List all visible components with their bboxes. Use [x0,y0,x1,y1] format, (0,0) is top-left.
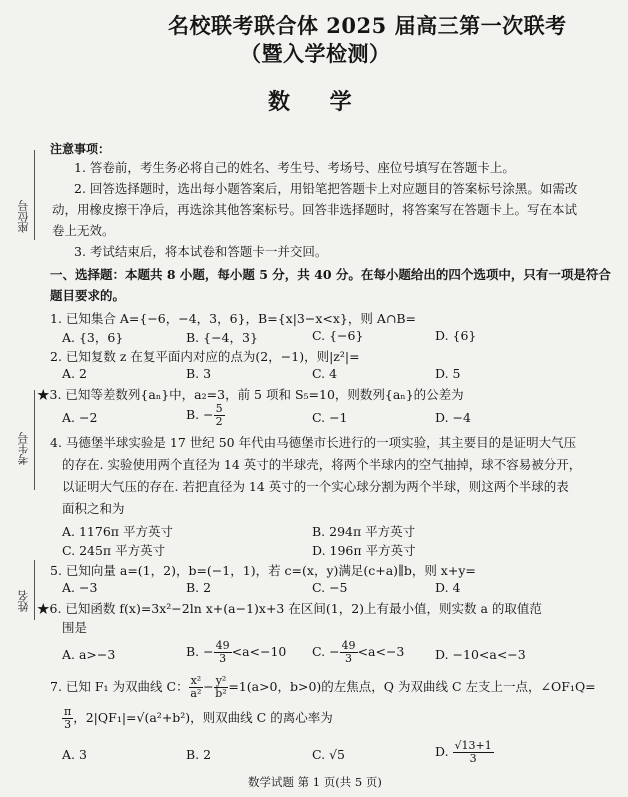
question-4-line2: 的存在. 实验使用两个直径为 14 英寸的半球壳，将两个半球内的空气抽掉，球不容易被分开， [62,457,582,472]
seat-number-label: 座位号 [17,200,30,233]
question-3-stem [37,385,464,403]
fraction: $\frac{5}{2}$ [215,402,223,428]
question-4-option-b: B. 294π 平方英寸 [312,524,416,539]
question-2-option-b: B. 3 [186,366,212,381]
question-1-option-a: A. {3，6} [62,330,124,345]
exam-content [37,0,616,797]
question-1-option-b: B. {−4，3} [186,330,258,345]
question-6-option-c: C. − $\frac{49}{3}$ <a<−3 [312,639,405,665]
question-6-text: 6. 已知函数 f(x)=3x²−2ln x+(a−1)x+3 在区间(1，2)上有最小值，则实数 a 的取值范 [49,601,542,616]
question-7-stem: 7. 已知 F₁ 为双曲线 C： $\frac{\text{x²}}{\text{a²}}$ − $\frac{\text{y²}}{\text{b²}}$ =1(a>0，b>0)的左焦点，Q 为双曲线 C 左支上一点，∠OF₁Q= [50,674,596,700]
notice-item-2: 2. 回答选择题时，选出每小题答案后，用铅笔把答题卡上对应题目的答案标号涂黑。如需改 [74,181,578,196]
question-4-line4: 面积之和为 [62,501,125,516]
question-3-text: 3. 已知等差数列{aₙ}中，a₂=3，前 5 项和 S₅=10，则数列{aₙ}的公差为 [49,387,464,402]
question-3-option-a: A. −2 [62,410,98,425]
exam-number-label: 考生号 [17,432,30,465]
name-label: 姓名 [17,590,30,612]
question-2-option-c: C. 4 [312,366,338,381]
notice-item-2-end: 卷上无效。 [52,223,115,238]
exam-subtitle: （暨入学检测） [240,41,391,66]
question-3-option-d: D. −4 [435,410,471,425]
question-7-option-c: C. √5 [312,747,345,762]
question-7-stem-cont: $\frac{\pi}{3}$ ，2|QF₁|=√(a²+b²)，则双曲线 C 的离心率为 [64,705,333,731]
notice-item-1: 1. 答卷前，考生务必将自己的姓名、考生号、考场号、座位号填写在答题卡上。 [74,160,515,175]
question-7-option-a: A. 3 [62,747,87,762]
question-6-option-a: A. a>−3 [62,647,116,662]
question-6-option-b: B. − $\frac{49}{3}$ <a<−10 [186,639,287,665]
star-icon: ★ [37,387,50,402]
seat-number-line [34,150,35,240]
question-3-option-c: C. −1 [312,410,348,425]
fraction: $\frac{49}{3}$ [215,639,230,665]
question-1-option-d: D. {6} [435,328,477,343]
section-heading-line1: 一、选择题：本题共 8 小题，每小题 5 分，共 40 分。在每小题给出的四个选项中，只有一项是符合 [50,267,611,282]
question-7-option-d: D. $\frac{√13+1}{3}$ [435,739,492,765]
question-5-option-c: C. −5 [312,580,348,595]
question-1-option-c: C. {−6} [312,328,364,343]
exam-title: 名校联考联合体 2025 届高三第一次联考 [168,13,567,38]
name-line [34,560,35,620]
fraction: $\frac{\text{y²}}{\text{b²}}$ [215,674,227,700]
question-4-line1: 4. 马德堡半球实验是 17 世纪 50 年代由马德堡市长进行的一项实验，其主要目的是证明大气压 [50,435,577,450]
notice-heading: 注意事项： [50,142,111,156]
fraction: $\frac{√13+1}{3}$ [454,739,492,765]
fraction: $\frac{\pi}{3}$ [64,705,72,731]
star-icon: ★ [37,601,50,616]
subject-title: 数 学 [268,89,368,115]
question-5-option-a: A. −3 [62,580,98,595]
question-4-option-d: D. 196π 平方英寸 [312,543,416,558]
question-4-line3: 以证明大气压的存在. 若把直径为 14 英寸的一个实心球分割为两个半球，则这两个半球的表 [62,479,569,494]
question-6-stem [37,599,542,617]
question-6-stem-cont: 围是 [62,620,88,635]
notice-item-2-cont: 动，用橡皮擦干净后，再选涂其他答案标号。回答非选择题时，将答案写在答题卡上。写在本试 [52,202,578,217]
question-5-stem: 5. 已知向量 a=(1，2)，b=(−1，1)，若 c=(x，y)满足(c+a)∥b，则 x+y= [50,563,476,578]
fraction: $\frac{49}{3}$ [341,639,356,665]
question-4-option-c: C. 245π 平方英寸 [62,543,166,558]
question-2-option-a: A. 2 [62,366,87,381]
question-5-option-d: D. 4 [435,580,461,595]
exam-number-line [34,390,35,490]
question-2-option-d: D. 5 [435,366,461,381]
question-3-option-b: B. − $\frac{5}{2}$ [186,402,223,428]
question-4-option-a: A. 1176π 平方英寸 [62,524,173,539]
question-7-option-b: B. 2 [186,747,212,762]
question-5-option-b: B. 2 [186,580,212,595]
section-heading-line2: 题目要求的。 [50,288,126,303]
page-footer: 数学试题 第 1 页(共 5 页) [248,775,382,789]
question-1-stem: 1. 已知集合 A={−6，−4，3，6}，B={x|3−x<x}，则 A∩B= [50,311,416,326]
question-2-stem: 2. 已知复数 z 在复平面内对应的点为(2，−1)，则|z²|= [50,349,360,364]
fraction: $\frac{\text{x²}}{\text{a²}}$ [190,674,202,700]
notice-item-3: 3. 考试结束后，将本试卷和答题卡一并交回。 [74,244,328,259]
question-6-option-d: D. −10<a<−3 [435,647,526,662]
